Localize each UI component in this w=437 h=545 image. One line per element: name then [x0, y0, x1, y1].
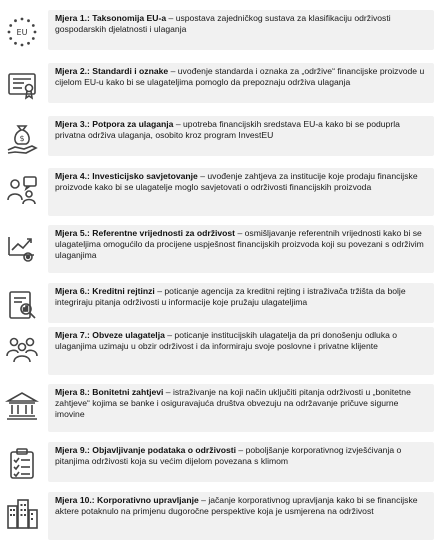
group-icon — [4, 331, 40, 367]
measure-title: Investicijsko savjetovanje — [92, 171, 198, 181]
measure-number: Mjera 8.: — [55, 387, 90, 397]
measure-number: Mjera 4.: — [55, 171, 90, 181]
measure-row-2 — [0, 61, 437, 105]
measure-text-3 — [48, 116, 434, 156]
measure-row-8 — [0, 382, 437, 434]
measure-description: – uvođenje zahtjeva za institucije koje prodaju financijske proizvode kako bi se ulagatelje moglo savjetovati o održivosti financijskih proizvoda — [55, 171, 418, 193]
measure-number: Mjera 2.: — [55, 66, 90, 76]
measure-text-7 — [48, 327, 434, 375]
measure-row-10 — [0, 490, 437, 542]
measure-text-9 — [48, 442, 434, 482]
measure-description: – istraživanje na koji način uključiti pitanja održivosti u „bonitetne zahtjeve“ kojima se banke i osiguravajuća društva obvezuju na održavanje pričuve sigurne imovine — [55, 387, 411, 420]
measure-text-4 — [48, 168, 434, 216]
measure-text-1 — [48, 10, 434, 50]
measure-title: Referentne vrijednosti za održivost — [92, 228, 236, 238]
corporate-buildings-icon — [4, 496, 40, 532]
measure-title: Bonitetni zahtjevi — [92, 387, 164, 397]
bank-icon — [4, 388, 40, 424]
svg-text:$: $ — [19, 134, 25, 143]
measure-title: Potpora za ulaganja — [92, 119, 174, 129]
measure-row-9 — [0, 440, 437, 484]
measure-title: Objavljivanje podataka o održivosti — [92, 445, 237, 455]
rating-report-icon — [4, 287, 40, 323]
eu-flag-icon — [4, 14, 40, 50]
measure-text-6 — [48, 283, 434, 323]
measure-title: Korporativno upravljanje — [97, 495, 199, 505]
measure-row-5 — [0, 223, 437, 275]
measure-number: Mjera 7.: — [55, 330, 90, 340]
checklist-icon — [4, 446, 40, 482]
measure-description: – poboljšanje korporativnog izvješćivanja o pitanjima održivosti koja su većim dijelom povezana s klimom — [55, 445, 402, 467]
measure-row-6 — [0, 281, 437, 325]
measure-text-2 — [48, 63, 434, 103]
measure-title: Taksonomija EU-a — [92, 13, 167, 23]
measure-text-8 — [48, 384, 434, 432]
measure-number: Mjera 10.: — [55, 495, 95, 505]
money-bag-hand-icon — [4, 120, 40, 156]
measure-row-7 — [0, 325, 437, 377]
measure-text-10 — [48, 492, 434, 540]
measure-description: – upotreba financijskih sredstava EU-a kako bi se poduprla privatna održiva ulaganja, osobito kroz program InvestEU — [55, 119, 400, 141]
certificate-icon — [4, 67, 40, 103]
advisor-icon — [4, 172, 40, 208]
measure-description: – uspostava zajedničkog sustava za klasifikaciju održivosti gospodarskih djelatnosti i ulaganja — [55, 13, 391, 35]
benchmark-icon — [4, 229, 40, 265]
measure-number: Mjera 6.: — [55, 286, 90, 296]
measure-description: – jačanje korporativnog upravljanja kako bi se financijske aktere potaknulo na primjenu dugoročne perspektive koja je usmjerena na održivost — [55, 495, 418, 517]
measure-title: Standardi i oznake — [92, 66, 169, 76]
measure-description: – osmišljavanje referentnih vrijednosti kako bi se ulagateljima omogućilo da procijene uspješnost financijskih proizvoda koji su povezani s održivim ulaganjima — [55, 228, 424, 261]
measure-title: Obveze ulagatelja — [92, 330, 165, 340]
measure-row-1 — [0, 8, 437, 52]
measure-description: – uvođenje standarda i oznaka za „održive“ financijske proizvode u cijelom EU-u kako bi se ulagateljima pomoglo da prepoznaju održiva ulaganja — [55, 66, 425, 88]
measure-row-3 — [0, 114, 437, 158]
eu-label: EU — [16, 28, 28, 37]
measure-description: – poticanje agencija za kreditni rejting i istraživača tržišta da bolje integriraju pitanja održivosti u informacije koje pružaju ulagateljima — [55, 286, 406, 308]
measure-text-5 — [48, 225, 434, 273]
measure-row-4 — [0, 166, 437, 218]
measure-number: Mjera 9.: — [55, 445, 90, 455]
measure-title: Kreditni rejtinzi — [92, 286, 155, 296]
measure-number: Mjera 1.: — [55, 13, 90, 23]
measure-number: Mjera 5.: — [55, 228, 90, 238]
measure-description: – poticanje institucijskih ulagatelja da pri donošenju odluka o ulaganjima uzimaju u obzir održivost i da informiraju svoje poslovne i privatne klijente — [55, 330, 398, 352]
measure-number: Mjera 3.: — [55, 119, 90, 129]
